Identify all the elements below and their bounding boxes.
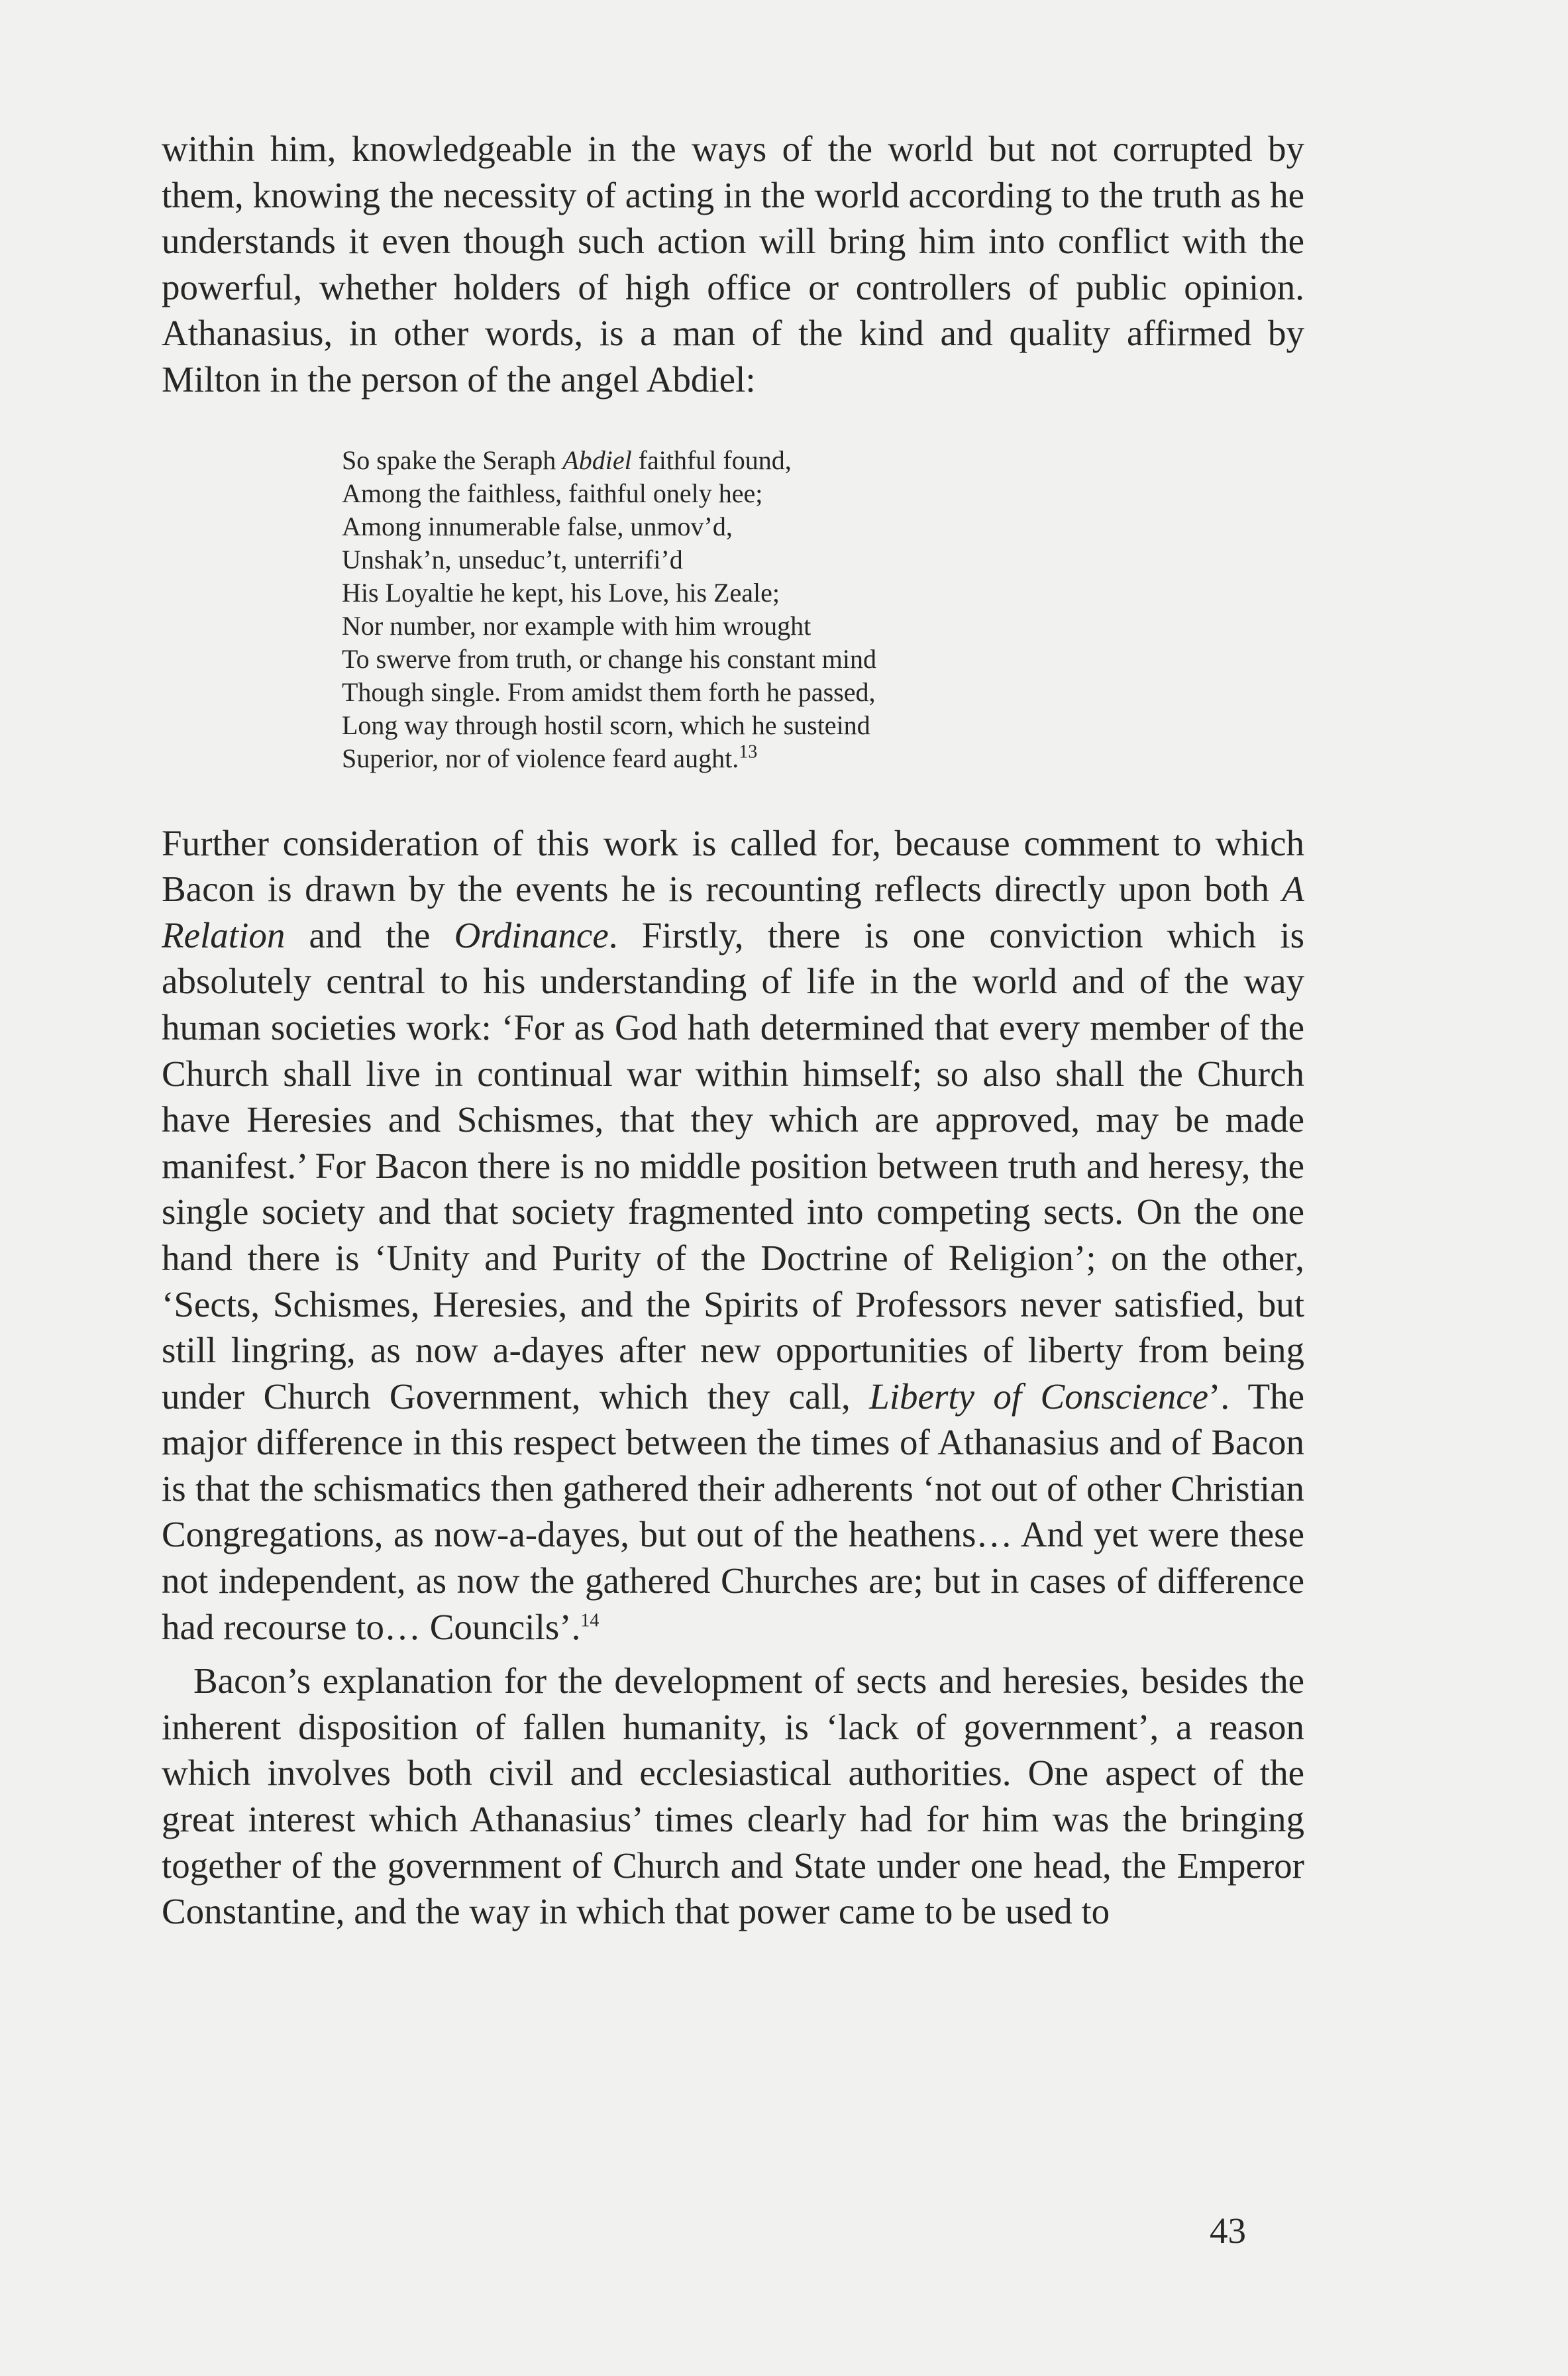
verse-line: Among innumerable false, unmov’d, [342,511,733,541]
verse-line: Among the faithless, faithful onely hee; [342,478,763,508]
italic-phrase: Liberty of Conscience [869,1376,1209,1417]
verse-text: Superior, nor of violence feard aught. [342,743,739,773]
verse-italic-name: Abdiel [562,445,632,475]
paragraph-further-consideration [162,820,1304,1650]
verse-line [342,742,1304,775]
verse-line: Though single. From amidst them forth he passed, [342,676,876,707]
verse-text: faithful found, [631,445,792,475]
italic-title: Ordinance [454,914,609,955]
paragraph-gap [162,1650,1304,1658]
verse-line: Nor number, nor example with him wrought [342,610,811,641]
verse-line [342,444,1304,477]
footnote-marker: 13 [739,741,758,763]
verse-line: His Loyaltie he kept, his Love, his Zeale; [342,577,780,608]
verse-text: So spake the Seraph [342,445,563,475]
paragraph-continued: within him, knowledgeable in the ways of the world but not corrupted by them, knowing the necessity of acting in the world according to the truth as he understands it even though such action will bring him into conflict with the powerful, whether holders of high office or controllers of public opinion. Athanasius, in other words, is a man of the kind and quality affirmed by Milton in the person of the angel Abdiel: [162,129,1304,400]
italic-title: A Relation [162,869,1304,955]
page-number: 43 [1210,2210,1246,2251]
text-column [162,126,1304,1935]
paragraph-text: and the [285,914,454,955]
paragraph-bacons-explanation: Bacon’s explanation for the development of sects and heresies, besides the inherent disposition of fallen humanity, is ‘lack of government’, a reason which involves both civil and ecclesiastical authorities. One aspect of the great interest which Athanasius’ times clearly had for him was the bringing together of the government of Church and State under one head, the Emperor Constantine, and the way in which that power came to be used to [162,1660,1304,1932]
verse-line: Unshak’n, unseduc’t, unterrifi’d [342,544,683,574]
verse-quotation [342,444,1304,775]
paragraph-text: Further consideration of this work is called for, because comment to which Bacon is drawn by the events he is recounting reflects directly upon both [162,822,1304,910]
verse-line: Long way through hostil scorn, which he susteind [342,710,870,740]
verse-line: To swerve from truth, or change his constant mind [342,643,877,674]
footnote-marker: 14 [580,1610,600,1631]
paragraph-text: ’. The major difference in this respect between the times of Athanasius and of Bacon is that the schismatics then gathered their adherents ‘not out of other Christian Congregations, as now-a-dayes, but out of the heathens… And yet were these not independent, as now the gathered Churches are; but in cases of difference had recourse to… Councils’. [162,1376,1304,1647]
paragraph-text: . Firstly, there is one conviction which is absolutely central to his understanding of life in the world and of the way human societies work: ‘For as God hath determined that every member of the Church shall live in continual war within himself; so also shall the Church have Heresies and Schismes, that they which are approved, may be made manifest.’ For Bacon there is no middle position between truth and heresy, the single society and that society fragmented into competing sects. On the one hand there is ‘Unity and Purity of the Doctrine of Religion’; on the other, ‘Sects, Schismes, Heresies, and the Spirits of Professors never satisfied, but still lingring, as now a-dayes after new opportunities of liberty from being under Church Government, which they call, [162,914,1304,1417]
